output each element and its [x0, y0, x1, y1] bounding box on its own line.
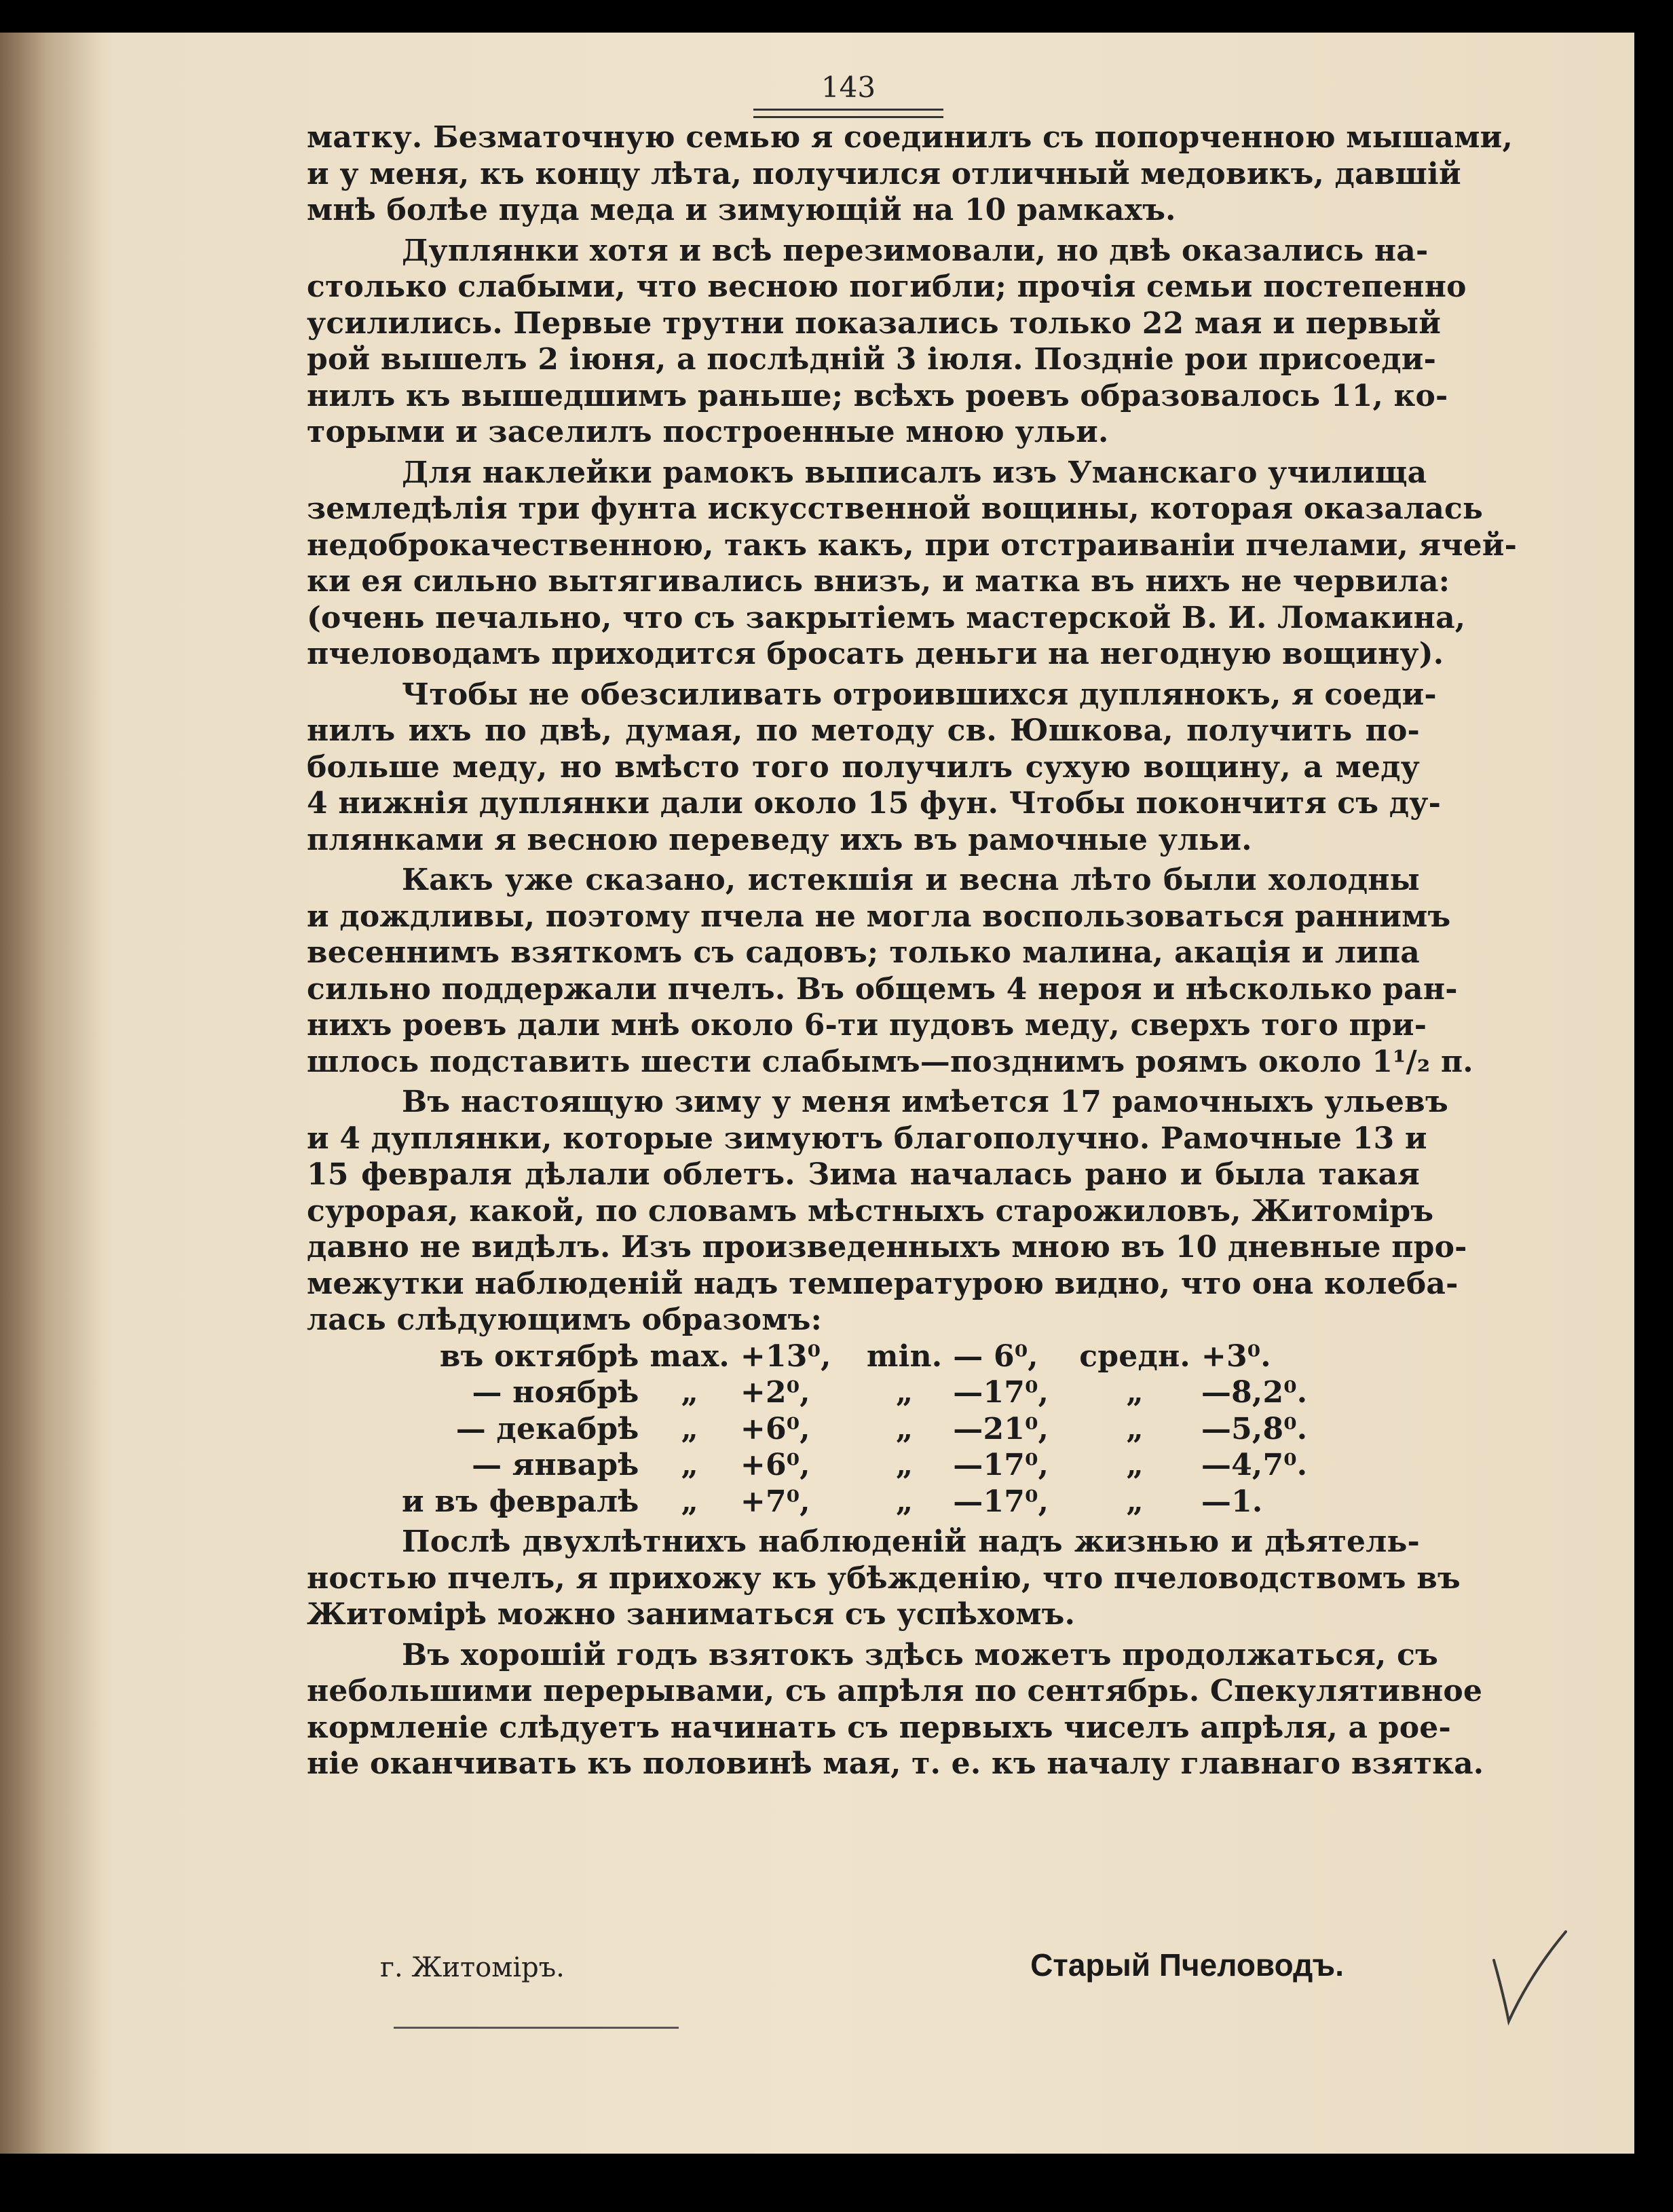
temperature-cell: въ октябрѣ: [439, 1338, 639, 1374]
text-line: (очень печально, что съ закрытіемъ мастерской В. И. Ломакина,: [307, 600, 1466, 635]
temperature-row: [402, 1411, 1328, 1448]
paragraph: [307, 1084, 1467, 1338]
text-line: ностью пчелъ, я прихожу къ убѣжденію, что пчеловодствомъ въ: [307, 1560, 1461, 1596]
text-line: нилъ ихъ по двѣ, думая, по методу св. Юшкова, получить по-: [307, 713, 1420, 748]
temperature-cell: +2⁰,: [740, 1375, 810, 1410]
text-line: весеннимъ взяткомъ съ садовъ; только малина, акація и липа: [307, 935, 1420, 970]
paragraph: [307, 677, 1442, 859]
text-line: кормленіе слѣдуетъ начинать съ первыхъ чиселъ апрѣля, а рое-: [307, 1710, 1451, 1745]
text-line: матку. Безматочную семью я соединилъ съ попорченною мышами,: [307, 120, 1513, 155]
temperature-row: [402, 1447, 1328, 1484]
paragraph: [307, 1637, 1484, 1782]
text-line: сурорая, какой, по словамъ мѣстныхъ старожиловъ, Житоміръ: [307, 1193, 1434, 1229]
page-number: 143: [821, 71, 876, 104]
text-line: Житомірѣ можно заниматься съ успѣхомъ.: [307, 1597, 1076, 1632]
text-line: земледѣлія три фунта искусственной вощины, которая оказалась: [307, 491, 1484, 526]
closing-paragraphs: [307, 1524, 1484, 1782]
text-line: рой вышелъ 2 іюня, а послѣдній 3 іюля. Поздніе рои присоеди-: [307, 342, 1437, 377]
temperature-cell: — декабрѣ: [455, 1411, 639, 1446]
temperature-cell: „: [681, 1448, 698, 1482]
text-line: Въ хорошій годъ взятокъ здѣсь можетъ продолжаться, съ: [402, 1637, 1439, 1672]
text-line: шлось подставить шести слабымъ—позднимъ роямъ около 1¹/₂ п.: [307, 1044, 1473, 1079]
paragraph: [307, 233, 1467, 451]
temperature-row: [402, 1338, 1328, 1375]
text-line: Въ настоящую зиму у меня имѣется 17 рамочныхъ ульевъ: [402, 1085, 1448, 1119]
temperature-row: [402, 1484, 1328, 1520]
paragraph: [307, 1524, 1461, 1633]
text-line: лась слѣдующимъ образомъ:: [307, 1302, 823, 1337]
text-line: нихъ роевъ дали мнѣ около 6-ти пудовъ меду, сверхъ того при-: [307, 1008, 1427, 1043]
temperature-cell: max.: [650, 1338, 730, 1374]
book-page: [0, 33, 1634, 2154]
end-rule: [394, 2027, 679, 2029]
text-line: Какъ уже сказано, истекшія и весна лѣто были холодны: [402, 863, 1420, 897]
text-line: недоброкачественною, такъ какъ, при отстраиваніи пчелами, ячей-: [307, 527, 1518, 563]
temperature-cell: „: [895, 1411, 914, 1446]
temperature-cell: „: [895, 1448, 914, 1482]
text-line: торыми и заселилъ построенные мною ульи.: [307, 415, 1109, 449]
text-line: Дуплянки хотя и всѣ перезимовали, но двѣ оказались на-: [402, 233, 1429, 268]
temperature-cell: и въ февралѣ: [402, 1484, 639, 1519]
text-line: усилились. Первые трутни показались только 22 мая и первый: [307, 305, 1442, 341]
temperature-cell: min.: [866, 1338, 943, 1374]
text-line: межутки наблюденій надъ температурою видно, что она колеба-: [307, 1266, 1459, 1301]
text-line: нилъ къ вышедшимъ раньше; всѣхъ роевъ образовалось 11, ко-: [307, 378, 1448, 413]
author-signature: Старый Пчеловодъ.: [1030, 1947, 1344, 1983]
temperature-cell: +6⁰,: [740, 1448, 810, 1482]
temperature-cell: +7⁰,: [740, 1484, 810, 1519]
text-line: небольшими перерывами, съ апрѣля по сентябрь. Спекулятивное: [307, 1674, 1483, 1708]
text-line: столько слабыми, что весною погибли; прочія семьи постепенно: [307, 269, 1467, 304]
temperature-cell: +3⁰.: [1201, 1338, 1271, 1374]
text-line: 4 нижнія дуплянки дали около 15 фун. Чтобы покончитя съ ду-: [307, 786, 1442, 821]
temperature-cell: „: [681, 1411, 698, 1446]
place-name: г. Житоміръ.: [380, 1952, 565, 1983]
temperature-cell: „: [1126, 1411, 1144, 1446]
text-line: Для наклейки рамокъ выписалъ изъ Уманскаго училища: [402, 455, 1427, 490]
text-line: ніе оканчивать къ половинѣ мая, т. е. къ началу главнаго взятка.: [307, 1746, 1484, 1781]
temperature-table: [402, 1338, 1420, 1520]
text-line: Послѣ двухлѣтнихъ наблюденій надъ жизнью и дѣятель-: [402, 1524, 1420, 1559]
paragraph: [307, 862, 1473, 1080]
article-body: [307, 119, 1518, 1782]
paragraph: [307, 455, 1518, 673]
text-line: 15 февраля дѣлали облетъ. Зима началась рано и была такая: [307, 1157, 1420, 1192]
temperature-cell: —8,2⁰.: [1201, 1375, 1308, 1410]
temperature-cell: „: [1126, 1448, 1144, 1482]
temperature-cell: „: [1126, 1484, 1144, 1519]
temperature-cell: — 6⁰,: [953, 1338, 1038, 1374]
binding-shadow: [0, 33, 102, 2154]
text-line: сильно поддержали пчелъ. Въ общемъ 4 нероя и нѣсколько ран-: [307, 971, 1458, 1007]
temperature-cell: „: [681, 1375, 698, 1410]
text-line: плянками я весною переведу ихъ въ рамочные ульи.: [307, 822, 1252, 857]
pencil-check-mark-icon: [1490, 1919, 1571, 2028]
text-line: мнѣ болѣе пуда меда и зимующій на 10 рамкахъ.: [307, 193, 1176, 227]
text-line: и дождливы, поэтому пчела не могла воспользоваться раннимъ: [307, 899, 1451, 934]
text-line: ки ея сильно вытягивались внизъ, и матка въ нихъ не червила:: [307, 564, 1450, 599]
paragraph: [307, 119, 1513, 229]
temperature-cell: +13⁰,: [740, 1338, 831, 1374]
temperature-cell: +6⁰,: [740, 1411, 810, 1446]
temperature-cell: —5,8⁰.: [1201, 1411, 1308, 1446]
temperature-cell: — январѣ: [472, 1448, 639, 1482]
temperature-cell: „: [681, 1484, 698, 1519]
text-line: больше меду, но вмѣсто того получилъ сухую вощину, а меду: [307, 749, 1420, 785]
text-line: и у меня, къ концу лѣта, получился отличный медовикъ, давшій: [307, 156, 1461, 191]
temperature-cell: — ноябрѣ: [472, 1375, 639, 1410]
temperature-row: [402, 1374, 1328, 1411]
temperature-cell: —4,7⁰.: [1201, 1448, 1308, 1482]
temperature-cell: „: [895, 1484, 914, 1519]
temperature-cell: —17⁰,: [953, 1375, 1049, 1410]
text-line: и 4 дуплянки, которые зимуютъ благополучно. Рамочные 13 и: [307, 1121, 1427, 1156]
temperature-cell: —1.: [1201, 1484, 1263, 1519]
text-line: Чтобы не обезсиливать отроившихся дуплянокъ, я соеди-: [402, 677, 1437, 712]
temperature-cell: „: [895, 1375, 914, 1410]
text-line: давно не видѣлъ. Изъ произведенныхъ мною въ 10 дневные про-: [307, 1230, 1467, 1264]
header-double-rule: [753, 109, 943, 118]
temperature-cell: „: [1126, 1375, 1144, 1410]
temperature-cell: —17⁰,: [953, 1448, 1049, 1482]
body-paragraphs: [307, 119, 1518, 1338]
temperature-cell: —21⁰,: [953, 1411, 1049, 1446]
temperature-cell: —17⁰,: [953, 1484, 1049, 1519]
temperature-cell: средн.: [1079, 1338, 1190, 1374]
signature-row: [380, 1947, 1344, 1987]
text-line: пчеловодамъ приходится бросать деньги на негодную вощину).: [307, 637, 1444, 671]
